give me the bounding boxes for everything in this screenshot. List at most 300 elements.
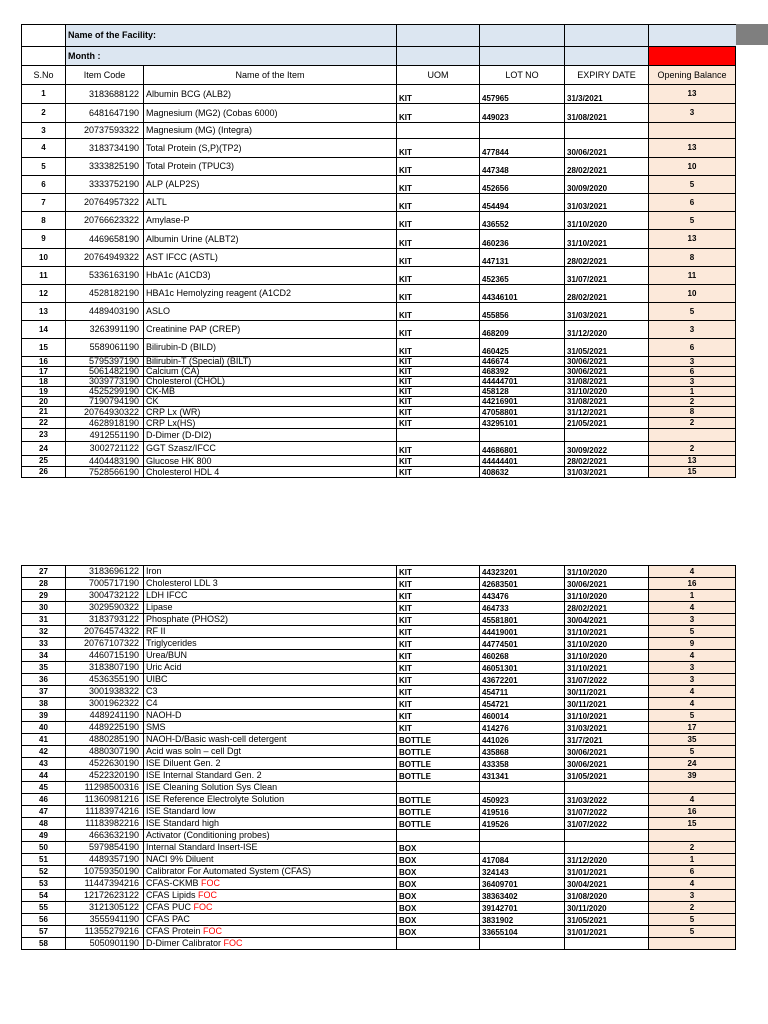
uom: KIT — [397, 267, 480, 285]
item-name — [144, 818, 397, 830]
uom: KIT — [397, 467, 480, 478]
opening-balance: 15 — [649, 818, 736, 830]
expiry-date: 31/10/2020 — [565, 638, 649, 650]
item-name-text: CFAS Lipids — [146, 890, 199, 900]
opening-balance: 10 — [649, 285, 736, 303]
table-row — [22, 194, 736, 212]
lot-number — [480, 938, 565, 950]
table-row — [22, 104, 736, 123]
table-row — [22, 590, 736, 602]
serial-number: 10 — [22, 249, 66, 267]
item-name-text: HBA1c Hemolyzing reagent (A1CD2 — [146, 288, 292, 298]
table-row — [22, 429, 736, 442]
serial-number: 37 — [22, 686, 66, 698]
item-name — [144, 590, 397, 602]
expiry-date: 30/06/2021 — [565, 357, 649, 367]
col-header-balance: Opening Balance — [649, 66, 736, 85]
uom — [397, 429, 480, 442]
lot-number: 433358 — [480, 758, 565, 770]
item-code: 12172623122 — [66, 890, 144, 902]
expiry-date: 31/01/2021 — [565, 926, 649, 938]
lot-number: 44444701 — [480, 377, 565, 387]
uom — [397, 938, 480, 950]
item-code: 3004732122 — [66, 590, 144, 602]
expiry-date: 31/07/2022 — [565, 674, 649, 686]
expiry-date: 31/10/2020 — [565, 590, 649, 602]
expiry-date — [565, 782, 649, 794]
opening-balance: 5 — [649, 212, 736, 230]
lot-number: 408632 — [480, 467, 565, 478]
table-row — [22, 914, 736, 926]
table-row — [22, 230, 736, 249]
opening-balance — [649, 782, 736, 794]
opening-balance: 8 — [649, 249, 736, 267]
item-name-text: Iron — [146, 566, 162, 576]
lot-number: 460236 — [480, 230, 565, 249]
item-name-text: NACI 9% Diluent — [146, 854, 214, 864]
lot-number: 419526 — [480, 818, 565, 830]
serial-number: 24 — [22, 442, 66, 456]
uom: KIT — [397, 303, 480, 321]
opening-balance: 5 — [649, 626, 736, 638]
item-name — [144, 914, 397, 926]
uom: KIT — [397, 249, 480, 267]
item-name-text: Total Protein (TPUC3) — [146, 161, 235, 171]
serial-number: 39 — [22, 710, 66, 722]
serial-number: 32 — [22, 626, 66, 638]
serial-number: 8 — [22, 212, 66, 230]
item-name-text: Triglycerides — [146, 638, 197, 648]
item-code: 4528182190 — [66, 285, 144, 303]
table-row — [22, 854, 736, 866]
item-name — [144, 866, 397, 878]
expiry-date: 31/12/2020 — [565, 321, 649, 339]
col-header-lot: LOT NO — [480, 66, 565, 85]
lot-number: 460014 — [480, 710, 565, 722]
opening-balance: 4 — [649, 686, 736, 698]
table-row — [22, 902, 736, 914]
item-code: 4522320190 — [66, 770, 144, 782]
serial-number: 33 — [22, 638, 66, 650]
lot-number: 38363402 — [480, 890, 565, 902]
item-code: 3183734190 — [66, 139, 144, 158]
uom: KIT — [397, 442, 480, 456]
opening-balance — [649, 938, 736, 950]
item-code: 3183696122 — [66, 566, 144, 578]
table-row — [22, 770, 736, 782]
serial-number: 56 — [22, 914, 66, 926]
item-name — [144, 303, 397, 321]
opening-balance: 13 — [649, 85, 736, 104]
item-name — [144, 662, 397, 674]
expiry-date: 31/05/2021 — [565, 339, 649, 357]
expiry-date: 30/11/2021 — [565, 686, 649, 698]
expiry-date: 30/09/2020 — [565, 176, 649, 194]
serial-number: 20 — [22, 397, 66, 407]
serial-number: 57 — [22, 926, 66, 938]
item-code: 3001938322 — [66, 686, 144, 698]
item-name-text: Glucose HK 800 — [146, 455, 212, 466]
serial-number: 4 — [22, 139, 66, 158]
opening-balance: 1 — [649, 590, 736, 602]
serial-number: 31 — [22, 614, 66, 626]
item-name — [144, 842, 397, 854]
uom: KIT — [397, 456, 480, 467]
item-code: 7528566190 — [66, 467, 144, 478]
lot-number: 454711 — [480, 686, 565, 698]
serial-number: 49 — [22, 830, 66, 842]
item-name-text: Acid was soln – cell Dgt — [146, 746, 242, 756]
serial-number: 5 — [22, 158, 66, 176]
item-name-text: CK — [146, 396, 159, 406]
opening-balance: 3 — [649, 104, 736, 123]
serial-number: 19 — [22, 387, 66, 397]
item-name — [144, 878, 397, 890]
opening-balance: 5 — [649, 303, 736, 321]
uom: BOTTLE — [397, 734, 480, 746]
opening-balance: 5 — [649, 746, 736, 758]
item-code: 4525299190 — [66, 387, 144, 397]
serial-number: 42 — [22, 746, 66, 758]
lot-number — [480, 429, 565, 442]
lot-number: 45581801 — [480, 614, 565, 626]
serial-number: 16 — [22, 357, 66, 367]
opening-balance: 6 — [649, 339, 736, 357]
item-code: 3002721122 — [66, 442, 144, 456]
item-name-text: CFAS Protein — [146, 926, 204, 936]
opening-balance: 13 — [649, 456, 736, 467]
table-row — [22, 878, 736, 890]
expiry-date: 30/06/2021 — [565, 746, 649, 758]
item-name-text: Calcium (CA) — [146, 366, 200, 376]
expiry-date: 28/02/2021 — [565, 285, 649, 303]
item-name — [144, 746, 397, 758]
opening-balance: 2 — [649, 418, 736, 429]
uom: KIT — [397, 698, 480, 710]
lot-number: 455856 — [480, 303, 565, 321]
table-row — [22, 746, 736, 758]
expiry-date: 31/07/2022 — [565, 806, 649, 818]
item-name — [144, 782, 397, 794]
uom: BOTTLE — [397, 818, 480, 830]
lot-number: 43672201 — [480, 674, 565, 686]
item-code: 20737593322 — [66, 123, 144, 139]
lot-number: 452656 — [480, 176, 565, 194]
table-row — [22, 674, 736, 686]
month-label: Month : — [66, 47, 397, 66]
serial-number: 29 — [22, 590, 66, 602]
item-code: 3333825190 — [66, 158, 144, 176]
expiry-date: 31/10/2021 — [565, 662, 649, 674]
item-name-text: Albumin Urine (ALBT2) — [146, 233, 239, 244]
col-header-item-name: Name of the Item — [144, 66, 397, 85]
opening-balance: 6 — [649, 866, 736, 878]
lot-number: 468392 — [480, 367, 565, 377]
table-row — [22, 662, 736, 674]
foc-tag: FOC — [203, 926, 223, 936]
lot-number: 435868 — [480, 746, 565, 758]
uom: BOTTLE — [397, 746, 480, 758]
lot-number: 460425 — [480, 339, 565, 357]
lot-number: 449023 — [480, 104, 565, 123]
uom: KIT — [397, 104, 480, 123]
uom: KIT — [397, 650, 480, 662]
item-name-text: Calibrator For Automated System (CFAS) — [146, 866, 312, 876]
item-code: 5589061190 — [66, 339, 144, 357]
item-name — [144, 285, 397, 303]
item-name-text: LDH IFCC — [146, 590, 188, 600]
table-row — [22, 806, 736, 818]
item-name — [144, 770, 397, 782]
uom: BOX — [397, 926, 480, 938]
lot-number — [480, 123, 565, 139]
item-code: 5050901190 — [66, 938, 144, 950]
item-name-text: SMS — [146, 722, 166, 732]
table-row — [22, 830, 736, 842]
lot-number: 447131 — [480, 249, 565, 267]
opening-balance: 6 — [649, 194, 736, 212]
expiry-date: 31/10/2020 — [565, 212, 649, 230]
opening-balance: 2 — [649, 442, 736, 456]
table-row — [22, 698, 736, 710]
lot-number: 33655104 — [480, 926, 565, 938]
lot-number: 39142701 — [480, 902, 565, 914]
item-name — [144, 674, 397, 686]
item-name — [144, 890, 397, 902]
item-name-text: RF II — [146, 626, 166, 636]
item-name-text: GGT Szasz/IFCC — [146, 443, 216, 453]
item-code: 4536355190 — [66, 674, 144, 686]
opening-balance: 1 — [649, 854, 736, 866]
item-name — [144, 418, 397, 429]
table-row — [22, 357, 736, 367]
serial-number: 30 — [22, 602, 66, 614]
opening-balance: 4 — [649, 566, 736, 578]
expiry-date: 30/06/2021 — [565, 139, 649, 158]
item-name — [144, 456, 397, 467]
item-code: 3263991190 — [66, 321, 144, 339]
table-row — [22, 578, 736, 590]
item-code: 3333752190 — [66, 176, 144, 194]
item-name — [144, 686, 397, 698]
item-name — [144, 467, 397, 478]
expiry-date: 31/05/2021 — [565, 770, 649, 782]
uom: KIT — [397, 85, 480, 104]
item-code: 3555941190 — [66, 914, 144, 926]
lot-number: 450923 — [480, 794, 565, 806]
item-name — [144, 698, 397, 710]
item-name — [144, 377, 397, 387]
item-name-text: CFAS PUC — [146, 902, 194, 912]
serial-number: 41 — [22, 734, 66, 746]
item-name-text: Phosphate (PHOS2) — [146, 614, 229, 624]
item-name — [144, 442, 397, 456]
expiry-date — [565, 429, 649, 442]
serial-number: 6 — [22, 176, 66, 194]
table-row — [22, 377, 736, 387]
uom — [397, 782, 480, 794]
item-name-text: Activator (Conditioning probes) — [146, 830, 270, 840]
lot-number: 454494 — [480, 194, 565, 212]
expiry-date: 31/08/2021 — [565, 377, 649, 387]
lot-number: 417084 — [480, 854, 565, 866]
item-name — [144, 806, 397, 818]
table-row — [22, 418, 736, 429]
table-row — [22, 387, 736, 397]
item-code: 4489403190 — [66, 303, 144, 321]
opening-balance: 16 — [649, 806, 736, 818]
serial-number: 38 — [22, 698, 66, 710]
item-name — [144, 387, 397, 397]
serial-number: 40 — [22, 722, 66, 734]
serial-number: 25 — [22, 456, 66, 467]
opening-balance: 9 — [649, 638, 736, 650]
item-name — [144, 339, 397, 357]
serial-number: 22 — [22, 418, 66, 429]
uom: KIT — [397, 674, 480, 686]
item-name-text: AST IFCC (ASTL) — [146, 252, 218, 262]
uom: BOTTLE — [397, 794, 480, 806]
serial-number: 47 — [22, 806, 66, 818]
stock-table-page2 — [21, 565, 736, 950]
serial-number: 13 — [22, 303, 66, 321]
serial-number: 23 — [22, 429, 66, 442]
item-name-text: Magnesium (MG) (Integra) — [146, 125, 253, 135]
serial-number: 36 — [22, 674, 66, 686]
expiry-date: 31/10/2020 — [565, 387, 649, 397]
item-name-text: CRP Lx(HS) — [146, 417, 196, 428]
lot-number: 44216901 — [480, 397, 565, 407]
lot-number: 457965 — [480, 85, 565, 104]
opening-balance — [649, 830, 736, 842]
table-row — [22, 367, 736, 377]
item-name — [144, 123, 397, 139]
item-code: 4628918190 — [66, 418, 144, 429]
item-code: 3029590322 — [66, 602, 144, 614]
lot-number: 44444401 — [480, 456, 565, 467]
expiry-date: 31/3/2021 — [565, 85, 649, 104]
lot-number: 36409701 — [480, 878, 565, 890]
lot-number: 441026 — [480, 734, 565, 746]
serial-number: 7 — [22, 194, 66, 212]
opening-balance: 10 — [649, 158, 736, 176]
item-code: 11447394216 — [66, 878, 144, 890]
opening-balance: 1 — [649, 387, 736, 397]
lot-number: 44323201 — [480, 566, 565, 578]
lot-number: 3831902 — [480, 914, 565, 926]
item-name-text: Bilirubin-T (Special) (BILT) — [146, 356, 252, 366]
col-header-expiry: EXPIRY DATE — [565, 66, 649, 85]
expiry-date: 31/03/2021 — [565, 303, 649, 321]
item-name-text: C3 — [146, 686, 158, 696]
item-name — [144, 407, 397, 418]
item-name — [144, 578, 397, 590]
lot-number: 44419001 — [480, 626, 565, 638]
opening-balance: 13 — [649, 230, 736, 249]
serial-number: 34 — [22, 650, 66, 662]
expiry-date: 31/08/2020 — [565, 890, 649, 902]
item-name-text: ASLO — [146, 306, 171, 316]
expiry-date: 28/02/2021 — [565, 158, 649, 176]
serial-number: 51 — [22, 854, 66, 866]
opening-balance: 5 — [649, 710, 736, 722]
item-name — [144, 321, 397, 339]
item-code: 4404483190 — [66, 456, 144, 467]
table-row — [22, 614, 736, 626]
item-name-text: ISE Internal Standard Gen. 2 — [146, 770, 262, 780]
opening-balance: 15 — [649, 467, 736, 478]
col-header-item-code: Item Code — [66, 66, 144, 85]
serial-number: 27 — [22, 566, 66, 578]
serial-number: 48 — [22, 818, 66, 830]
lot-number: 464733 — [480, 602, 565, 614]
lot-number — [480, 842, 565, 854]
serial-number: 55 — [22, 902, 66, 914]
uom: KIT — [397, 418, 480, 429]
uom: KIT — [397, 321, 480, 339]
expiry-date: 31/08/2021 — [565, 397, 649, 407]
item-code: 4460715190 — [66, 650, 144, 662]
expiry-date: 30/11/2021 — [565, 698, 649, 710]
expiry-date: 30/06/2021 — [565, 578, 649, 590]
opening-balance: 2 — [649, 842, 736, 854]
expiry-date: 30/06/2021 — [565, 758, 649, 770]
expiry-date: 30/06/2021 — [565, 367, 649, 377]
table-row — [22, 734, 736, 746]
table-row — [22, 638, 736, 650]
item-name — [144, 626, 397, 638]
item-name-text: Bilirubin-D (BILD) — [146, 342, 217, 352]
item-name-text: ISE Reference Electrolyte Solution — [146, 794, 285, 804]
item-name-text: ISE Standard high — [146, 818, 220, 828]
expiry-date: 30/04/2021 — [565, 878, 649, 890]
item-code: 11183982216 — [66, 818, 144, 830]
blank-cell — [22, 25, 66, 47]
opening-balance: 3 — [649, 377, 736, 387]
opening-balance: 6 — [649, 367, 736, 377]
item-name — [144, 397, 397, 407]
serial-number: 21 — [22, 407, 66, 418]
uom: BOX — [397, 914, 480, 926]
item-name-text: ISE Standard low — [146, 806, 216, 816]
expiry-date — [565, 938, 649, 950]
lot-number: 452365 — [480, 267, 565, 285]
item-code: 11355279216 — [66, 926, 144, 938]
item-name-text: Amylase-P — [146, 215, 190, 225]
expiry-date: 31/10/2020 — [565, 650, 649, 662]
table-row — [22, 442, 736, 456]
uom: BOTTLE — [397, 806, 480, 818]
uom: KIT — [397, 602, 480, 614]
foc-tag: FOC — [223, 938, 243, 948]
item-code: 4880285190 — [66, 734, 144, 746]
serial-number: 14 — [22, 321, 66, 339]
table-row — [22, 818, 736, 830]
lot-number: 468209 — [480, 321, 565, 339]
opening-balance: 3 — [649, 890, 736, 902]
item-code: 5795397190 — [66, 357, 144, 367]
item-code: 11183974216 — [66, 806, 144, 818]
red-cell — [649, 47, 736, 66]
expiry-date — [565, 842, 649, 854]
item-name-text: CRP Lx (WR) — [146, 406, 201, 417]
item-name-text: CK-MB — [146, 386, 175, 396]
item-code: 11298500316 — [66, 782, 144, 794]
item-name — [144, 650, 397, 662]
item-name — [144, 367, 397, 377]
lot-number: 460268 — [480, 650, 565, 662]
table-row — [22, 339, 736, 357]
